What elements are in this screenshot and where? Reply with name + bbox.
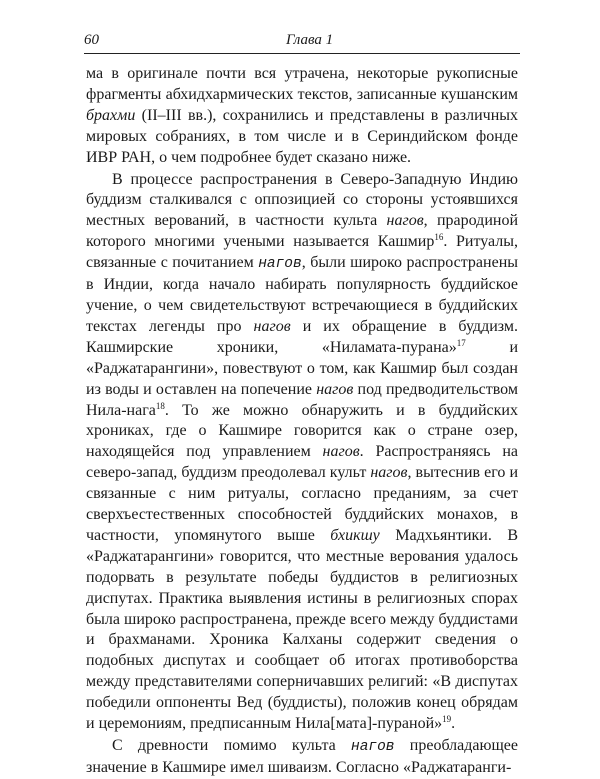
italic-term: нагов xyxy=(316,380,354,398)
footnote-ref: 17 xyxy=(456,337,466,348)
header-rule xyxy=(84,53,520,54)
footnote-ref: 16 xyxy=(434,232,444,243)
text-run: преобладающее значение в Кашмире имел шиваизм. Согласно «Раджатаранги- xyxy=(86,737,518,776)
text-run: С древности помимо культа xyxy=(112,737,351,754)
italic-term: брахми xyxy=(86,106,136,124)
paragraph xyxy=(86,64,518,169)
text-run: . Распространяясь на северо-запад, буддизм преодолевал культ xyxy=(86,443,519,482)
running-header xyxy=(84,30,520,54)
chapter-title: Глава 1 xyxy=(286,32,334,48)
text-run: и «Раджатарангини», повествуют о том, как Кашмир был создан из воды и оставлен на попечение xyxy=(86,338,518,398)
text-run: под предводительством Нила-нага xyxy=(86,380,518,419)
paragraph xyxy=(86,170,518,735)
text-run: . То же можно обнаружить и в буддийских хрониках, где о Кашмире говорится как о стране озер, находящейся под управлением xyxy=(86,401,518,461)
text-run: , были широко распространены в Индии, когда начало набирать популярность буддийское учение, о чем свидетельствуют встречающиеся в буддийских текстах легенды про xyxy=(86,254,519,335)
text-run: , вытеснив его и связанные с ним ритуалы, согласно преданиям, за счет сверхъестественных способностей буддийских монахов, в частности, упомянутого выше xyxy=(86,464,519,544)
italic-term: нагов xyxy=(322,443,360,461)
italic-term: нагов xyxy=(258,256,302,273)
text-run: ма в оригинале почти вся утрачена, некоторые рукописные фрагменты абхидхармических текстов, записанные кушанским xyxy=(86,65,518,103)
text-run: Мадхьянтики. В «Раджатарангини» говорится, что местные верования удалось подорвать в результате победы буддистов в религиозных диспутах. Практика выявления истины в религиозных спорах была широко распространена, прежде всего между буддистами и брахманами. Хроника Калханы содержит сведения о подобных диспутах и сообщает об итогах противоборства между представителями соперничавших религий: «В диспутах победили оппоненты Вед (буддисты), положив конец обрядам и церемониям, предписанным Нила[мата]-пураной» xyxy=(86,526,518,733)
text-run: В процессе распространения в Северо-Западную Индию буддизм сталкивался с оппозицией со стороны устоявшихся местных верований, в частности культа xyxy=(86,170,518,230)
text-run: , прародиной которого многими учеными называется Кашмир xyxy=(86,212,519,251)
italic-term: бхикшу xyxy=(330,526,380,544)
text-run: (II–III вв.), сохранились и представлены в различных мировых собраниях, в том числе и в Сериндийском фонде ИВР РАН, о чем подробнее будет сказано ниже. xyxy=(86,106,518,166)
italic-term: нагов xyxy=(386,212,424,230)
italic-term: нагов xyxy=(351,739,395,755)
footnote-ref: 19 xyxy=(442,714,452,725)
italic-term: нагов xyxy=(253,317,291,335)
body-text xyxy=(86,64,518,779)
italic-term: нагов xyxy=(370,464,408,482)
text-run: и их обращение в буддизм. Кашмирские хроники, «Ниламата-пурана» xyxy=(86,317,518,356)
text-run: . Ритуалы, связанные с почитанием xyxy=(86,233,518,272)
page-number: 60 xyxy=(84,32,99,48)
paragraph xyxy=(86,736,518,779)
text-run: . xyxy=(451,715,456,733)
footnote-ref: 18 xyxy=(155,400,165,411)
